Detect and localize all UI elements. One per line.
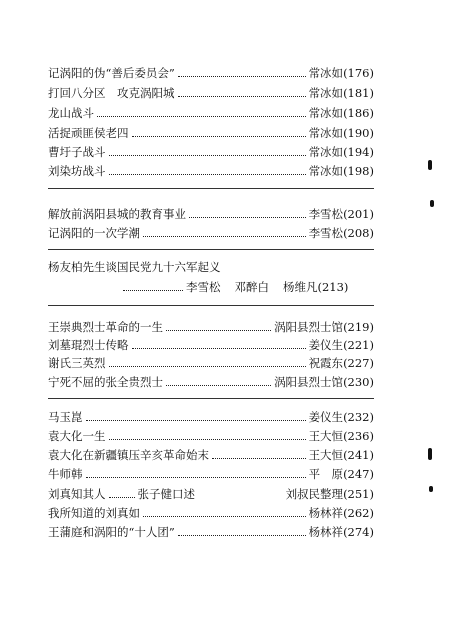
entry-title: 马玉崑	[48, 410, 83, 424]
entry-page: (181)	[343, 86, 374, 100]
dot-leader	[109, 173, 306, 175]
toc-entry[interactable]	[48, 373, 374, 391]
entry-title: 袁大化一生	[48, 429, 106, 443]
entry-page: (176)	[343, 66, 374, 80]
entry-title: 刘墓琨烈士传略	[48, 338, 129, 352]
dot-leader	[212, 457, 306, 459]
dot-leader	[109, 154, 306, 156]
entry-title: 记涡阳的伪“善后委员会”	[48, 66, 175, 80]
toc-entry[interactable]	[48, 124, 374, 142]
dot-leader	[86, 419, 306, 421]
entry-author: 常冰如	[308, 66, 344, 80]
entry-author: 杨维凡	[283, 280, 318, 294]
entry-page: (201)	[343, 207, 374, 221]
entry-author: 王大恒	[308, 448, 344, 462]
entry-author: 祝霞东	[308, 356, 344, 370]
entry-title: 袁大化在新疆镇压辛亥革命始末	[48, 448, 209, 462]
entry-author: 李雪松	[308, 207, 344, 221]
entry-author: 李雪松	[308, 226, 344, 240]
entry-page: (241)	[343, 448, 374, 462]
entry-title: 解放前涡阳县城的教育事业	[48, 207, 186, 221]
entry-narrator: 张子健口述	[137, 487, 195, 501]
toc-entry[interactable]	[48, 104, 374, 122]
entry-page: (194)	[343, 145, 374, 159]
dot-leader	[109, 365, 306, 367]
dot-leader	[178, 95, 306, 97]
entry-author: 涡阳县烈士馆	[274, 320, 344, 334]
entry-author: 涡阳县烈士馆	[274, 375, 344, 389]
entry-page: (213)	[317, 280, 349, 294]
dot-leader	[109, 438, 306, 440]
toc-entry[interactable]	[48, 143, 374, 161]
entry-author: 李雪松	[186, 280, 221, 294]
entry-title: 活捉顽匪侯老四	[48, 126, 129, 140]
toc-entry[interactable]	[48, 465, 374, 483]
entry-author: 平 原	[308, 467, 344, 481]
entry-page: (274)	[343, 525, 374, 539]
entry-title: 王崇典烈士革命的一生	[48, 320, 163, 334]
dot-leader	[166, 384, 271, 386]
scan-mark	[429, 486, 433, 492]
toc-entry[interactable]	[48, 162, 374, 180]
entry-page: (247)	[343, 467, 374, 481]
dot-leader	[132, 135, 306, 137]
entry-author: 邓醉白	[234, 280, 269, 294]
entry-title: 王蒲庭和涡阳的“十人团”	[48, 525, 175, 539]
scan-mark	[430, 200, 434, 207]
toc-entry[interactable]	[48, 427, 374, 445]
entry-page: (190)	[343, 126, 374, 140]
entry-title: 龙山战斗	[48, 106, 94, 120]
entry-author: 常冰如	[308, 86, 344, 100]
entry-title: 刘染坊战斗	[48, 164, 106, 178]
toc-entry[interactable]	[48, 504, 374, 522]
entry-author: 常冰如	[308, 106, 344, 120]
dot-leader	[109, 496, 135, 498]
entry-author: 杨林祥	[308, 506, 344, 520]
toc-entry[interactable]	[48, 318, 374, 336]
entry-author: 杨林祥	[308, 525, 344, 539]
toc-entry[interactable]	[48, 408, 374, 426]
entry-page: (221)	[343, 338, 374, 352]
toc-entry[interactable]	[48, 446, 374, 464]
dot-leader	[123, 289, 183, 291]
entry-title: 牛师韩	[48, 467, 83, 481]
entry-page: (232)	[343, 410, 374, 424]
dot-leader	[189, 216, 306, 218]
scan-mark	[428, 448, 432, 460]
entry-page: (230)	[343, 375, 374, 389]
dot-leader	[178, 75, 306, 77]
toc-entry[interactable]	[48, 485, 374, 503]
entry-page: (198)	[343, 164, 374, 178]
entry-author: 常冰如	[308, 126, 344, 140]
entry-title: 宁死不屈的张全贵烈士	[48, 375, 163, 389]
dot-leader	[132, 347, 306, 349]
scan-mark	[428, 160, 432, 170]
toc-entry[interactable]	[48, 224, 374, 242]
section-divider	[48, 188, 374, 189]
dot-leader	[166, 329, 271, 331]
entry-author: 姜仪生	[308, 410, 344, 424]
section-divider	[48, 249, 374, 250]
entry-page: (186)	[343, 106, 374, 120]
entry-page: (208)	[343, 226, 374, 240]
toc-entry[interactable]	[48, 523, 374, 541]
entry-title: 杨友柏先生谈国民党九十六军起义	[48, 260, 221, 274]
dot-leader	[97, 115, 306, 117]
entry-page: (227)	[343, 356, 374, 370]
entry-page: (262)	[343, 506, 374, 520]
entry-title: 打回八分区 攻克涡阳城	[48, 86, 175, 100]
entry-title: 刘真知其人	[48, 487, 106, 501]
entry-title: 谢氏三英烈	[48, 356, 106, 370]
toc-entry[interactable]	[48, 205, 374, 223]
entry-author: 姜仪生	[308, 338, 344, 352]
toc-entry[interactable]	[48, 354, 374, 372]
entry-title: 我所知道的刘真如	[48, 506, 140, 520]
dot-leader	[86, 476, 306, 478]
section-divider	[48, 398, 374, 399]
entry-page: (219)	[343, 320, 374, 334]
dot-leader	[178, 534, 306, 536]
toc-entry-heading[interactable]	[48, 258, 374, 276]
entry-title: 曹圩子战斗	[48, 145, 106, 159]
toc-entry[interactable]	[48, 84, 374, 102]
toc-entry[interactable]	[48, 336, 374, 354]
section-divider	[48, 305, 374, 306]
entry-author: 常冰如	[308, 145, 344, 159]
dot-leader	[143, 235, 306, 237]
entry-author: 刘叔民整理	[285, 487, 344, 501]
entry-page: (251)	[343, 487, 374, 501]
entry-author: 常冰如	[308, 164, 344, 178]
dot-leader	[143, 515, 306, 517]
toc-entry[interactable]	[48, 64, 374, 82]
entry-author: 王大恒	[308, 429, 344, 443]
entry-title: 记涡阳的一次学潮	[48, 226, 140, 240]
table-of-contents	[48, 0, 374, 636]
entry-page: (236)	[343, 429, 374, 443]
toc-entry-authors[interactable]	[48, 278, 374, 296]
